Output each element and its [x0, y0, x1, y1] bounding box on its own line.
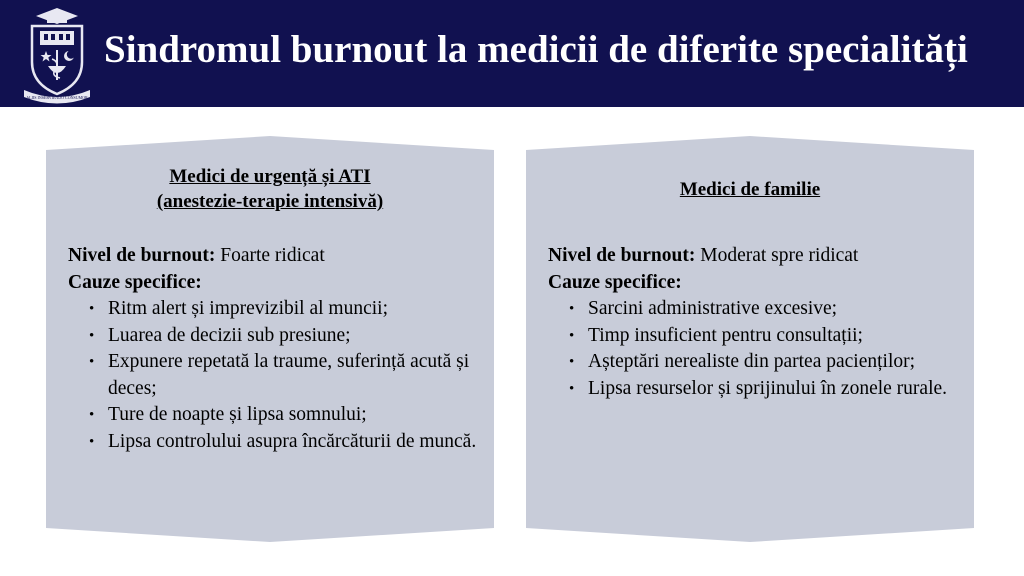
page-title: Sindromul burnout la medicii de diferite specialități [104, 28, 968, 71]
header-bar [0, 0, 1024, 107]
university-crest-logo [22, 4, 92, 104]
bullet-icon: • [89, 354, 95, 370]
panel-title-line-2: (anestezie-terapie intensivă) [156, 191, 384, 212]
list-item: • Lipsa resurselor și sprijinului în zonele rurale. [548, 376, 964, 403]
list-item: • Lipsa controlului asupra încărcăturii de muncă. [68, 429, 484, 456]
panel-body [68, 243, 484, 455]
bullet-icon: • [89, 327, 95, 344]
list-item: • Așteptări nerealiste din partea pacienților; [548, 349, 964, 376]
panel-body [548, 243, 964, 402]
bullet-icon: • [89, 301, 95, 317]
causes-label: Cauze specifice: [68, 271, 202, 293]
list-item: • Expunere repetată la traume, suferință acută și deces; [89, 351, 470, 399]
burnout-level-label: Nivel de burnout: [548, 245, 696, 266]
burnout-level-row [68, 243, 484, 270]
burnout-level-value: Foarte ridicat [215, 245, 325, 266]
list-item: • Timp insuficient pentru consultații; [548, 323, 964, 350]
burnout-level-label: Nivel de burnout: [68, 245, 216, 266]
list-item: • Ritm alert și imprevizibil al muncii; [68, 296, 484, 323]
logo-motto: ALIIS INSERVIENDO CONSUMOR [26, 95, 88, 100]
burnout-level-value: Moderat spre ridicat [695, 245, 859, 266]
causes-list [68, 296, 484, 455]
panel-title-line-1: Medici de urgență și ATI [169, 166, 371, 187]
bullet-icon: • [569, 327, 575, 344]
causes-label: Cauze specifice: [548, 271, 682, 293]
panel-emergency-ati [46, 136, 494, 542]
list-item: • Sarcini administrative excesive; [548, 296, 964, 323]
bullet-icon: • [89, 407, 95, 423]
bullet-icon: • [569, 301, 575, 317]
burnout-level-row [548, 243, 964, 270]
list-item: • Ture de noapte și lipsa somnului; [68, 402, 484, 429]
panel-title: Medici de familie [679, 179, 821, 200]
causes-list [548, 296, 964, 402]
bullet-icon: • [89, 433, 95, 450]
panel-family-medicine [526, 136, 974, 542]
bullet-icon: • [569, 380, 575, 397]
list-item: • Luarea de decizii sub presiune; [68, 323, 484, 350]
bullet-icon: • [569, 354, 575, 370]
